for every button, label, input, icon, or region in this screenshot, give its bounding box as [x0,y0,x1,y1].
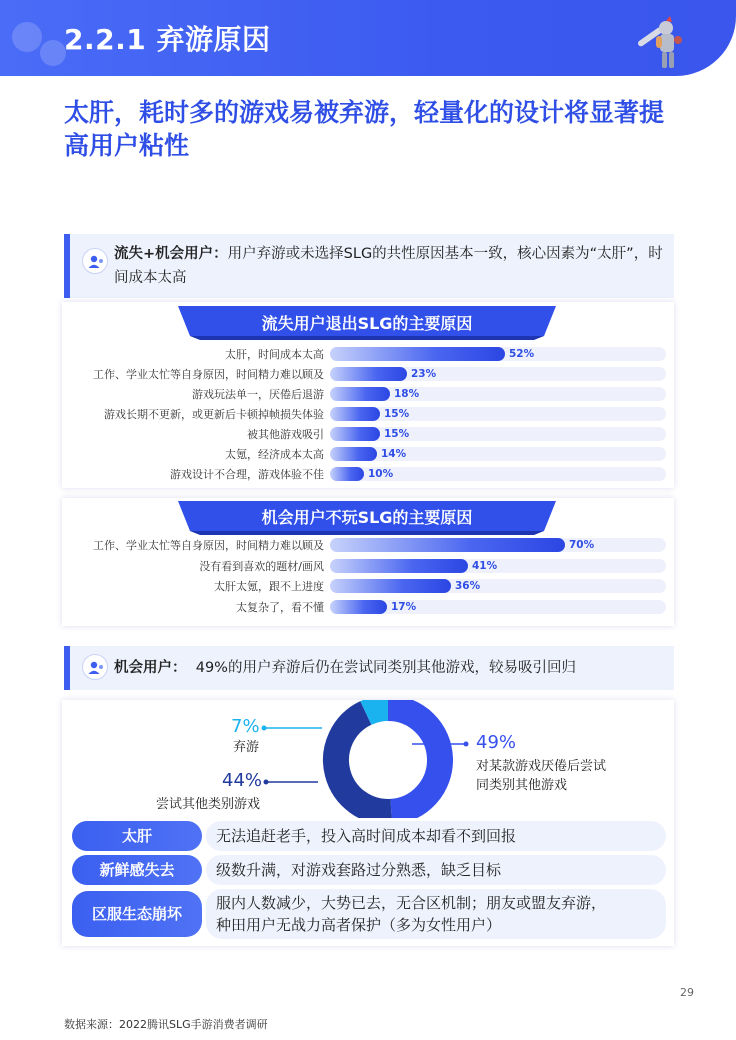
data-source: 数据来源：2022腾讯SLG手游消费者调研 [64,1018,268,1031]
bar [330,467,364,481]
bar [330,559,468,573]
bar [330,407,380,421]
bar-label: 太肝太氪，跟不上进度 [214,580,324,593]
user-group-icon [82,654,108,680]
donut-leader-lines [0,700,736,818]
bar-value-label: 70% [569,539,595,551]
bar-value-label: 18% [394,388,420,400]
bar-label: 游戏长期不更新，或更新后卡顿掉帧损失体验 [104,408,324,421]
bar-value-label: 17% [391,600,417,613]
header-decoration [12,22,42,52]
bar-value-label: 14% [381,448,407,460]
bar-label: 没有看到喜欢的题材/画风 [199,559,324,573]
bar-track [330,407,666,421]
callout-text: 用户弃游或未选择SLG的共性原因基本一致，核心因素为“太肝”，时间成本太高 [114,246,663,286]
donut-label-caption: 同类别其他游戏 [476,778,568,793]
bar-label: 太肝，时间成本太高 [225,348,324,361]
donut-label-pct: 7% [231,716,260,737]
bar [330,427,380,441]
bar [330,538,565,552]
bar-track [330,427,666,441]
header-decoration [40,40,66,66]
bar-value-label: 15% [384,428,410,440]
reason-text: 级数升满，对游戏套路过分熟悉，缺乏目标 [206,855,666,885]
bar-label: 被其他游戏吸引 [247,428,324,441]
callout-label: 机会用户： [114,660,187,676]
bar-label: 游戏玩法单一，厌倦后退游 [192,388,324,401]
page-number: 29 [680,986,694,999]
bar-label: 太氪，经济成本太高 [225,448,324,461]
callout-label: 流失+机会用户： [114,246,228,262]
bar-value-label: 23% [411,368,437,380]
donut-label-caption: 弃游 [233,740,260,755]
reason-line: 种田用户无战力高者保护（多为女性用户） [216,916,502,934]
reason-text-multiline [206,889,666,939]
callout-churn-opportunity [64,234,674,298]
donut-label-caption: 对某款游戏厌倦后尝试 [476,759,607,774]
reason-tag: 太肝 [72,821,202,851]
callout-text: 49%的用户弃游后仍在尝试同类别其他游戏，较易吸引回归 [195,660,576,676]
reason-line: 服内人数减少，大势已去，无合区机制；朋友或盟友弃游， [216,894,607,912]
bar-label: 工作、学业太忙等自身原因，时间精力难以顾及 [93,539,324,552]
bar-label: 工作、学业太忙等自身原因，时间精力难以顾及 [93,368,324,381]
donut-label-pct: 44% [222,770,263,791]
user-group-icon [82,248,108,274]
bar [330,387,390,401]
bar-label: 太复杂了，看不懂 [236,600,324,614]
bar [330,447,377,461]
chart2-title: 机会用户不玩SLG的主要原因 [261,508,473,527]
bar-value-label: 36% [455,580,481,592]
bar [330,367,407,381]
section-title: 2.2.1 弃游原因 [64,23,271,56]
chart1-title: 流失用户退出SLG的主要原因 [261,314,473,333]
bar [330,600,387,614]
bar [330,579,451,593]
bar-value-label: 10% [368,468,394,480]
donut-label-caption: 尝试其他类别游戏 [156,797,261,812]
callout-opportunity [64,646,674,690]
reason-tag: 新鲜感失去 [72,855,202,885]
bar [330,347,505,361]
reason-tag: 区服生态崩坏 [72,891,202,937]
bar-value-label: 15% [384,408,410,420]
bar-label: 游戏设计不合理，游戏体验不佳 [170,468,324,481]
mascot-icon [632,14,692,74]
page-headline: 太肝，耗时多的游戏易被弃游，轻量化的设计将显著提高用户粘性 [64,98,665,160]
reason-text: 无法追赶老手，投入高时间成本却看不到回报 [206,821,666,851]
bar-value-label: 41% [472,559,498,572]
bar-value-label: 52% [509,348,535,360]
donut-label-pct: 49% [476,732,517,753]
page-header [0,0,736,76]
